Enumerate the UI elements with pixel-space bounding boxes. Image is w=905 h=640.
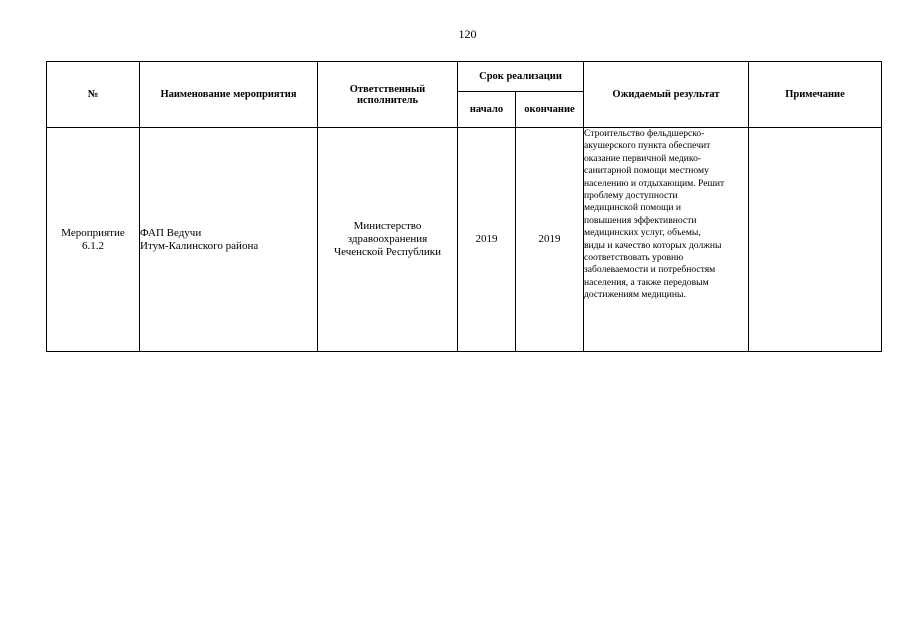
cell-num: Мероприятие 6.1.2 <box>47 128 140 352</box>
cell-result: Строительство фельдшерско- акушерского пункта обеспечит оказание первичной медико- санитарной помощи местному населению и отдыхающим. Решит проблему доступности медицинской помощи и повышения эффективности медицинских услуг, объемы, виды и качество которых должны соответствовать уровню заболеваемости и потребностям населения, а также передовым достижениям медицины. <box>584 128 749 352</box>
header-num: № <box>47 62 140 128</box>
header-result: Ожидаемый результат <box>584 62 749 128</box>
header-start: начало <box>458 92 516 128</box>
table-header-row <box>47 62 882 92</box>
header-note: Примечание <box>749 62 882 128</box>
page-number: 120 <box>458 27 477 41</box>
header-period: Срок реализации <box>458 62 584 92</box>
cell-executor: Министерство здравоохранения Чеченской Республики <box>318 128 458 352</box>
cell-name: ФАП Ведучи Итум-Калинского района <box>140 128 318 352</box>
activities-table <box>46 61 882 352</box>
header-executor: Ответственный исполнитель <box>318 62 458 128</box>
cell-start: 2019 <box>458 128 516 352</box>
table-row <box>47 128 882 352</box>
cell-note <box>749 128 882 352</box>
cell-end: 2019 <box>516 128 584 352</box>
header-end: окончание <box>516 92 584 128</box>
header-name: Наименование мероприятия <box>140 62 318 128</box>
